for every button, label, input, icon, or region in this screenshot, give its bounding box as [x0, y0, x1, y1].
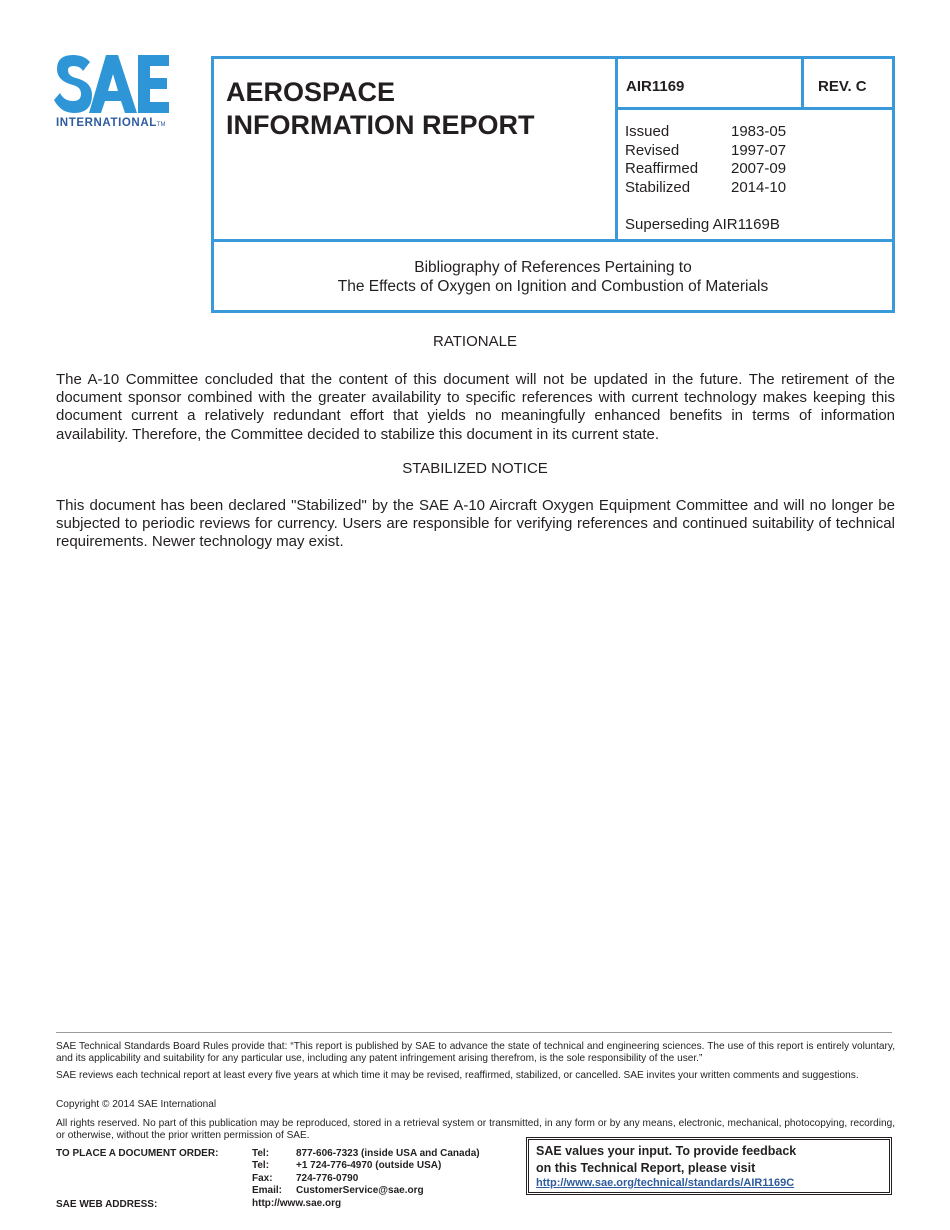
date-row: Issued 1983-05: [625, 123, 787, 140]
document-title-line1: Bibliography of References Pertaining to: [414, 259, 692, 276]
divider: [615, 59, 618, 241]
contact-row: Tel: 877-606-7323 (inside USA and Canada): [252, 1148, 480, 1159]
feedback-link[interactable]: http://www.sae.org/technical/standards/AIR1169C: [536, 1177, 795, 1189]
divider: [615, 107, 895, 110]
contact-row: Tel: +1 724-776-4970 (outside USA): [252, 1160, 442, 1172]
web-address-row: [252, 1198, 480, 1210]
document-type-line2: INFORMATION REPORT: [226, 110, 535, 140]
feedback-line1: SAE values your input. To provide feedback: [536, 1144, 797, 1158]
copyright-text: Copyright © 2014 SAE International: [56, 1099, 217, 1110]
revision-label: REV. C: [818, 78, 867, 95]
document-title: [214, 258, 892, 296]
board-rules-text: SAE Technical Standards Board Rules provide that: “This report is published by SAE to advance the state of technical and engineering sciences. The use of this report is entirely voluntary, and its applicability and suitability for any particular use, including any patent infringement arising therefrom, is the sole responsibility of the user.”: [56, 1041, 895, 1064]
divider: [214, 239, 892, 242]
document-type-line1: AEROSPACE: [226, 77, 396, 107]
rights-text: All rights reserved. No part of this publication may be reproduced, stored in a retrieval system or transmitted, in any form or by any means, electronic, mechanical, photocopying, recording, or otherwise, without the prior written permission of SAE.: [56, 1118, 895, 1141]
email-link[interactable]: CustomerService@sae.org: [296, 1184, 424, 1196]
document-type: [226, 76, 606, 142]
sae-logo: [54, 54, 179, 132]
date-row: Stabilized 2014-10: [625, 178, 787, 196]
document-number: AIR1169: [626, 78, 685, 95]
review-notice-text: SAE reviews each technical report at least every five years at which time it may be revised, reaffirmed, stabilized, or cancelled. SAE invites your written comments and suggestions.: [56, 1070, 859, 1081]
contact-row: Email: CustomerService@sae.org: [252, 1184, 424, 1196]
superseding-note: Superseding AIR1169B: [625, 216, 780, 233]
logo-org-name: INTERNATIONALTM: [56, 117, 166, 129]
document-header-box: [211, 56, 895, 313]
sae-logo-mark: [54, 54, 169, 114]
divider: [801, 59, 804, 109]
order-label: TO PLACE A DOCUMENT ORDER:: [56, 1148, 219, 1159]
contact-list: [252, 1148, 480, 1210]
rationale-heading: RATIONALE: [433, 333, 517, 350]
date-history: [625, 123, 786, 197]
web-address-label: SAE WEB ADDRESS:: [56, 1199, 158, 1210]
date-row: Reaffirmed 2007-09: [625, 160, 787, 178]
document-title-line2: The Effects of Oxygen on Ignition and Combustion of Materials: [337, 278, 769, 295]
footer-divider: [56, 1032, 892, 1033]
contact-row: Fax: 724-776-0790: [252, 1172, 359, 1184]
stabilized-notice-paragraph: This document has been declared "Stabilized" by the SAE A-10 Aircraft Oxygen Equipment Committee and will no longer be subjected to periodic reviews for currency. Users are responsible for verifying references and continued suitability of technical requirements. Newer technology may exist.: [56, 497, 895, 551]
web-address-link[interactable]: http://www.sae.org: [252, 1198, 342, 1210]
feedback-box: [526, 1137, 892, 1195]
date-row: Revised 1997-07: [625, 141, 787, 159]
stabilized-notice-heading: STABILIZED NOTICE: [402, 460, 548, 477]
rationale-paragraph: The A-10 Committee concluded that the content of this document will not be updated in the future. The retirement of the document sponsor combined with the greater availability to specific references with current technology makes keeping this document current a relatively redundant effort that yields no meaningfully enhanced benefits in terms of information availability. Therefore, the Committee decided to stabilize this document in its current state.: [56, 371, 895, 443]
feedback-line2: on this Technical Report, please visit: [536, 1160, 756, 1175]
